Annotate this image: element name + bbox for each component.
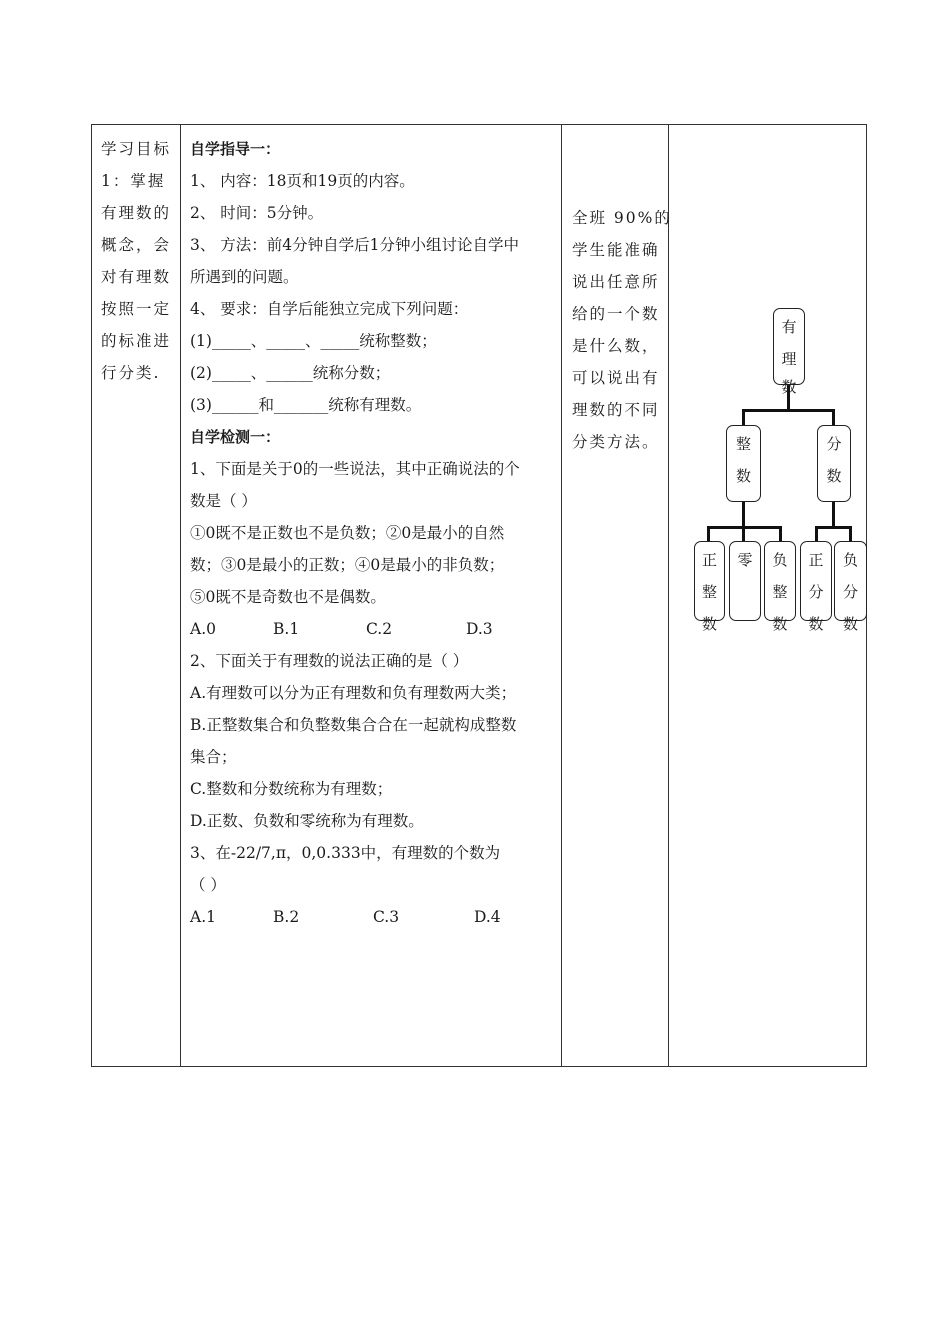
assessment-line: 是什么数， [572, 337, 660, 355]
connector [832, 409, 835, 426]
option: C.2 [366, 620, 393, 638]
connector [815, 526, 818, 542]
node-char: 正 [701, 551, 717, 569]
fill-blank-question: (3)______和_______统称有理数。 [190, 396, 422, 414]
question-text: 1、下面是关于0的一些说法，其中正确说法的个 [190, 460, 520, 478]
question-text: A.有理数可以分为正有理数和负有理数两大类； [190, 684, 517, 702]
assessment-line: 学生能准确 [572, 241, 660, 259]
answer-options [190, 901, 553, 933]
node-char: 零 [737, 551, 753, 569]
option: D.4 [474, 908, 501, 926]
question-text: 2、下面关于有理数的说法正确的是（ ） [190, 652, 469, 670]
assessment-line: 理数的不同 [572, 401, 660, 419]
option: A.0 [190, 620, 216, 638]
option: D.3 [466, 620, 493, 638]
objective-line: 行分类. [101, 364, 161, 382]
node-char: 整 [735, 435, 751, 453]
connector [832, 501, 835, 527]
node-char: 分 [808, 583, 824, 601]
node-char: 分 [842, 583, 858, 601]
question-text: D.正数、负数和零统称为有理数。 [190, 812, 424, 830]
node-char: 正 [808, 551, 824, 569]
node-char: 数 [826, 467, 842, 485]
objective-line: 1：掌握 [101, 172, 166, 190]
question-text: 3、在-22/7,π，0,0.333中，有理数的个数为 [190, 844, 501, 862]
assessment-line: 全班 90%的 [572, 209, 672, 227]
node-char: 数 [781, 378, 797, 396]
question-text: B.正整数集合和负整数集合合在一起就构成整数 [190, 716, 517, 734]
guide-item: 所遇到的问题。 [190, 268, 299, 286]
option: B.2 [273, 908, 300, 926]
objective-line: 的标准进 [101, 332, 172, 350]
option: A.1 [190, 908, 216, 926]
question-text: C.整数和分数统称为有理数； [190, 780, 393, 798]
node-char: 理 [781, 350, 797, 368]
guide-heading: 自学指导一： [190, 140, 281, 158]
tree-node-positive-fraction [800, 541, 832, 633]
tree-node-integer [726, 425, 761, 502]
guide-item: 1、 内容：18页和19页的内容。 [190, 172, 415, 190]
tree-node-negative-integer [764, 541, 796, 633]
objective-line: 对有理数 [101, 268, 172, 286]
connector [742, 526, 745, 542]
assessment-line: 说出任意所 [572, 273, 660, 291]
fill-blank-question: (2)_____、______统称分数； [190, 364, 391, 382]
tree-node-positive-integer [694, 541, 725, 633]
objective-line: 有理数的 [101, 204, 172, 222]
node-char: 数 [842, 615, 858, 633]
node-char: 分 [826, 435, 842, 453]
test-heading: 自学检测一： [190, 428, 281, 446]
connector [742, 501, 745, 527]
connector [849, 526, 852, 542]
guide-item: 2、 时间：5分钟。 [190, 204, 324, 222]
objective-line: 按照一定 [101, 300, 172, 318]
guide-item: 4、 要求：自学后能独立完成下列问题： [190, 300, 469, 318]
assessment-line: 给的一个数 [572, 305, 660, 323]
connector [742, 409, 834, 412]
node-char: 负 [842, 551, 858, 569]
content-cell [181, 125, 561, 1066]
question-text: （ ） [190, 876, 226, 894]
assessment-cell [562, 125, 672, 1066]
question-text: 集合； [190, 748, 237, 766]
guide-item: 3、 方法：前4分钟自学后1分钟小组讨论自学中 [190, 236, 520, 254]
tree-node-fraction [817, 425, 851, 502]
option: C.3 [373, 908, 400, 926]
connector [742, 409, 745, 426]
assessment-line: 可以说出有 [572, 369, 660, 387]
node-char: 有 [781, 318, 797, 336]
node-char: 数 [808, 615, 824, 633]
objective-line: 学习目标 [101, 140, 172, 158]
node-char: 整 [772, 583, 788, 601]
assessment-line: 分类方法。 [572, 433, 660, 451]
objective-line: 概念，会 [101, 236, 172, 254]
connector [815, 526, 851, 529]
objective-cell [92, 125, 180, 1066]
question-text: ①0既不是正数也不是负数；②0是最小的自然 [190, 524, 505, 542]
fill-blank-question: (1)_____、_____、_____统称整数； [190, 332, 437, 350]
node-char: 整 [701, 583, 717, 601]
question-text: 数；③0是最小的正数；④0是最小的非负数； [190, 556, 505, 574]
question-text: 数是（ ） [190, 492, 257, 510]
answer-options [190, 613, 553, 645]
tree-node-negative-fraction [834, 541, 867, 633]
connector [779, 526, 782, 542]
question-text: ⑤0既不是奇数也不是偶数。 [190, 588, 386, 606]
tree-node-rational [773, 308, 805, 396]
connector [707, 526, 710, 542]
tree-node-zero [729, 541, 761, 621]
node-char: 负 [772, 551, 788, 569]
option: B.1 [273, 620, 300, 638]
node-char: 数 [701, 615, 717, 633]
node-char: 数 [772, 615, 788, 633]
node-char: 数 [735, 467, 751, 485]
